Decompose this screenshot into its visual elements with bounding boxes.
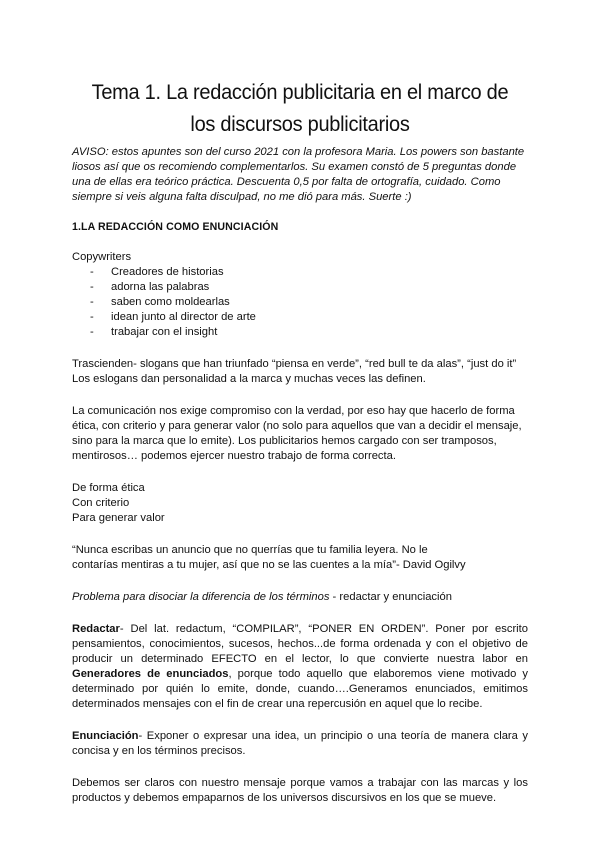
quote-block — [72, 543, 528, 573]
list-item: - saben como moldearlas — [90, 295, 528, 310]
problema-italic: Problema para disociar la diferencia de los términos — [72, 591, 330, 603]
copywriters-block — [72, 250, 528, 340]
comunicacion-paragraph: La comunicación nos exige compromiso con la verdad, por eso hay que hacerlo de forma ética, con criterio y para generar valor (no solo para aquellos que van a decidir el mensaje, sino para la marca que lo emite). Los publicitarios hemos cargado con ser tramposos, mentirosos… podemos ejercer nuestro trabajo de forma correcta. — [72, 405, 522, 462]
forma-item: De forma ética — [72, 482, 145, 494]
section-heading: 1.LA REDACCIÓN COMO ENUNCIACIÓN — [72, 221, 279, 233]
forma-block — [72, 481, 528, 526]
generadores-term: Generadores de enunciados — [72, 668, 229, 680]
list-item: - adorna las palabras — [90, 280, 528, 295]
redactar-text-2: , porque todo aquello que elaboremos viene motivado y determinado por quién lo emite, donde, cuando….Generamos enunciados, emitimos determinados mensajes con el fin de crear una repercusión en aquel que lo recibe. — [72, 668, 528, 710]
trascienden-block — [72, 357, 528, 387]
quote-line: contarías mentiras a tu mujer, así que no se las cuentes a la mía”- David Ogilvy — [72, 559, 466, 571]
enunciacion-term: Enunciación — [72, 730, 139, 742]
problema-line — [72, 590, 528, 605]
redactar-paragraph — [72, 622, 528, 712]
trascienden-line: Trascienden- slogans que han triunfado “piensa en verde”, “red bull te da alas”, “just do it” — [72, 358, 517, 370]
forma-item: Con criterio — [72, 497, 130, 509]
document-title: Tema 1. La redacción publicitaria en el marco de los discursos publicitarios — [91, 80, 509, 136]
redactar-term: Redactar — [72, 623, 120, 635]
enunciacion-text: - Exponer o expresar una idea, un principio o una teoría de manera clara y concisa y en los términos precisos. — [72, 730, 528, 757]
forma-item: Para generar valor — [72, 512, 165, 524]
quote-line: “Nunca escribas un anuncio que no querrías que tu familia leyera. No le — [72, 544, 428, 556]
notice-paragraph: AVISO: estos apuntes son del curso 2021 con la profesora Maria. Los powers son bastante liosos así que os recomiendo complementarlos. Su examen constó de 5 preguntas donde una de ellas era teórico práctica. Descuenta 0,5 por falta de ortografía, cuidado. Como siempre si veis alguna falta disculpad, no me dió para más. Suerte :) — [72, 146, 525, 203]
list-item: - Creadores de historias — [90, 265, 528, 280]
redactar-text-1: - Del lat. redactum, “COMPILAR”, “PONER EN ORDEN”. Poner por escrito pensamientos, conocimientos, sucesos, hechos...de forma ordenada y con el objetivo de producir un determinado EFECTO en el lector, lo que convierte nuestra labor en — [72, 623, 528, 665]
copywriters-label: Copywriters — [72, 251, 132, 263]
list-item: - idean junto al director de arte — [90, 310, 528, 325]
enunciacion-paragraph — [72, 729, 528, 759]
eslogans-line: Los eslogans dan personalidad a la marca y muchas veces las definen. — [72, 373, 426, 385]
list-item: - trabajar con el insight — [90, 325, 528, 340]
copywriters-list — [72, 265, 528, 340]
problema-rest: - redactar y enunciación — [329, 591, 452, 603]
final-paragraph: Debemos ser claros con nuestro mensaje porque vamos a trabajar con las marcas y los productos y debemos empaparnos de los universos discursivos en los que se mueve. — [72, 777, 528, 804]
